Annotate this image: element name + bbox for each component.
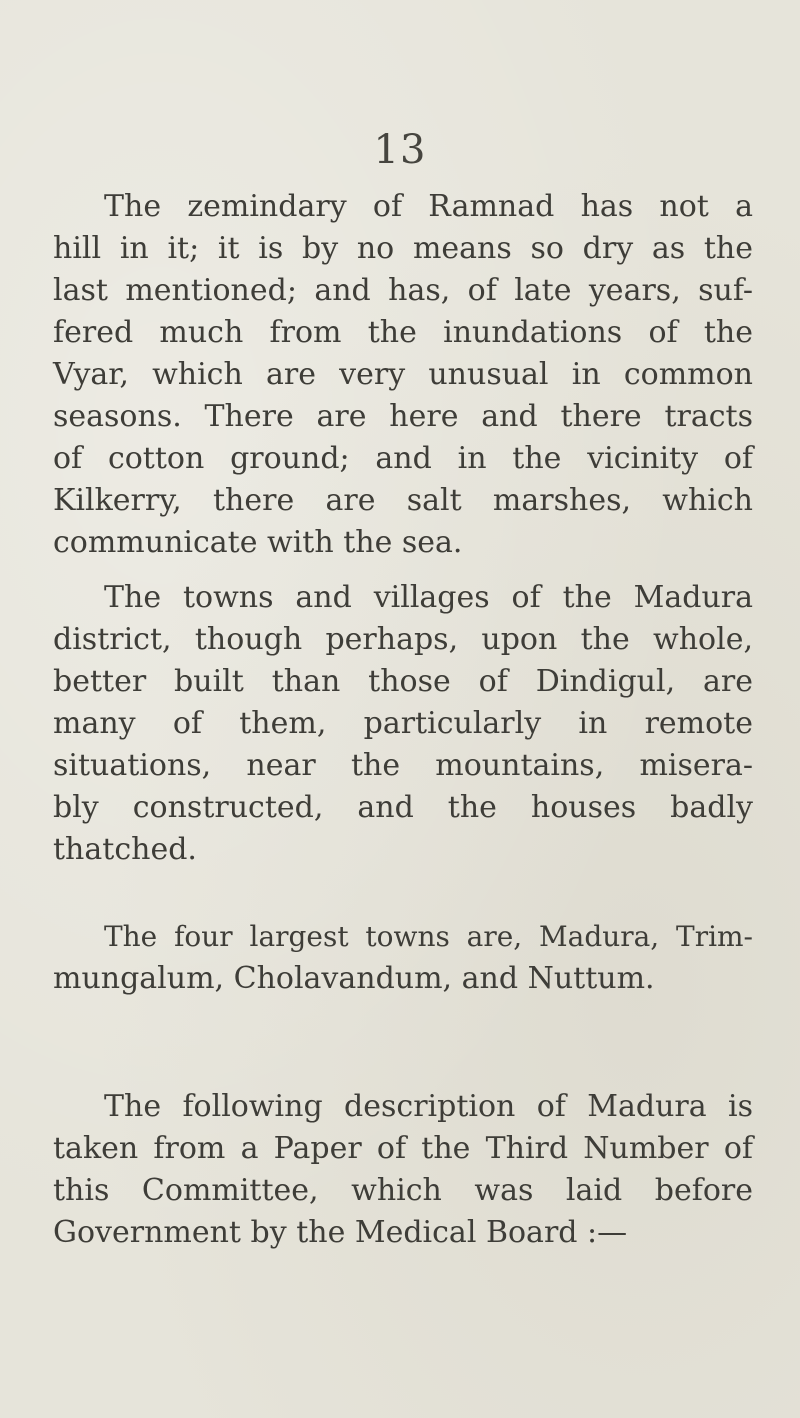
text-line: The following description of Madura is [104, 1089, 753, 1124]
paragraph-towns-villages [53, 577, 753, 871]
text-line: thatched. [53, 832, 197, 867]
text-line: mungalum, Cholavandum, and Nuttum. [53, 961, 655, 996]
text-line: fered much from the inundations of the [53, 315, 753, 350]
text-line: communicate with the sea. [53, 525, 463, 560]
text-line: Vyar, which are very unusual in common [53, 357, 753, 392]
text-line: hill in it; it is by no means so dry as the [53, 231, 753, 266]
text-line: this Committee, which was laid before [53, 1173, 753, 1208]
text-line: last mentioned; and has, of late years, suf- [53, 273, 753, 308]
paragraph-madura-description [53, 1086, 753, 1254]
paragraph-largest-towns [53, 916, 753, 1000]
page-number: 13 [373, 127, 427, 173]
text-line: The towns and villages of the Madura [104, 580, 753, 615]
paragraph-ramnad [53, 186, 753, 564]
text-line: Government by the Medical Board :— [53, 1215, 628, 1250]
text-line: district, though perhaps, upon the whole, [53, 622, 753, 657]
text-line: situations, near the mountains, misera- [53, 748, 753, 783]
text-line: many of them, particularly in remote [53, 706, 753, 741]
text-line: taken from a Paper of the Third Number of [53, 1131, 753, 1166]
text-line: of cotton ground; and in the vicinity of [53, 441, 753, 476]
text-line: bly constructed, and the houses badly [53, 790, 753, 825]
text-line: The zemindary of Ramnad has not a [104, 189, 753, 224]
text-line: seasons. There are here and there tracts [53, 399, 753, 434]
text-line: Kilkerry, there are salt marshes, which [53, 483, 753, 518]
text-line: better built than those of Dindigul, are [53, 664, 753, 699]
text-line: The four largest towns are, Madura, Trim- [104, 920, 753, 953]
